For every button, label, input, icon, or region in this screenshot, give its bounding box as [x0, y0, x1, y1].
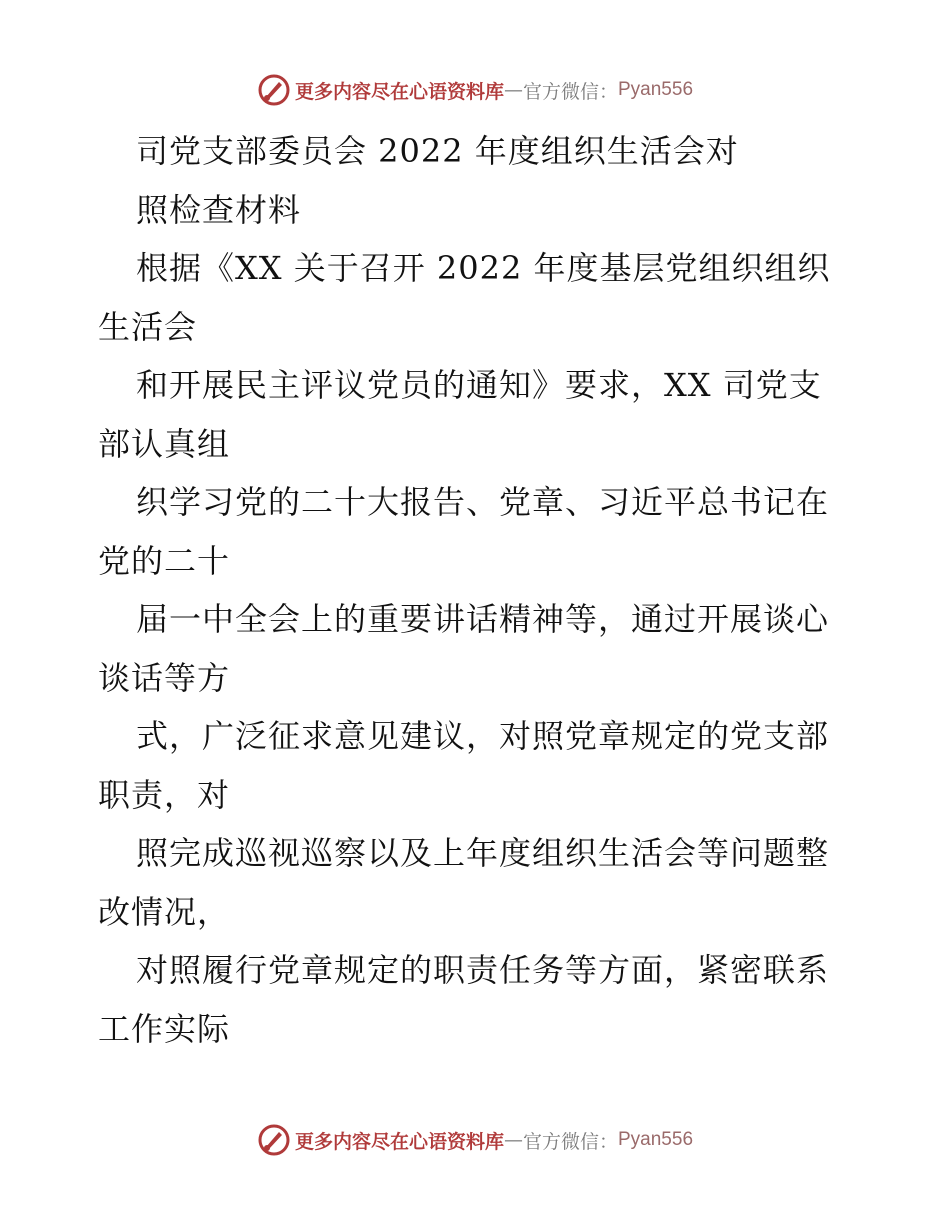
body-line: 改情况，: [98, 892, 231, 931]
banner-dash: —: [503, 1129, 523, 1151]
body-line: 谈话等方: [98, 658, 231, 697]
body-line: 和开展民主评议党员的通知》要求，XX 司党支: [136, 366, 822, 404]
body-line: 织学习党的二十大报告、党章、习近平总书记在: [136, 483, 830, 521]
footer-banner: [0, 1120, 950, 1160]
banner-main-text: 更多内容尽在心语资料库: [294, 1130, 504, 1153]
body-line: 届一中全会上的重要讲话精神等，通过开展谈心: [136, 600, 830, 638]
body-line: 式，广泛征求意见建议，对照党章规定的党支部: [136, 717, 830, 755]
banner-main-text: 更多内容尽在心语资料库: [294, 80, 504, 103]
body-line: 司党支部委员会 2022 年度组织生活会对: [136, 132, 739, 170]
banner-dash: —: [503, 79, 523, 101]
body-line: 工作实际: [98, 1009, 231, 1048]
body-line: 照检查材料: [136, 190, 302, 229]
body-line: 生活会: [98, 307, 198, 346]
banner-official-label: 官方微信：: [522, 80, 618, 103]
brush-logo-icon: [257, 73, 291, 107]
body-line: 党的二十: [98, 541, 231, 580]
banner-wechat-id: Pyan556: [618, 79, 694, 100]
brush-logo-icon: [257, 1123, 291, 1157]
document-body: [98, 122, 878, 1058]
body-line: 根据《XX 关于召开 2022 年度基层党组织组织: [136, 249, 831, 287]
banner-wechat-id: Pyan556: [618, 1129, 694, 1150]
body-line: 照完成巡视巡察以及上年度组织生活会等问题整: [136, 834, 830, 872]
banner-official-label: 官方微信：: [522, 1130, 618, 1153]
body-line: 职责，对: [98, 775, 231, 814]
body-line: 部认真组: [98, 424, 231, 463]
header-banner: [0, 70, 950, 110]
body-line: 对照履行党章规定的职责任务等方面，紧密联系: [136, 951, 830, 989]
